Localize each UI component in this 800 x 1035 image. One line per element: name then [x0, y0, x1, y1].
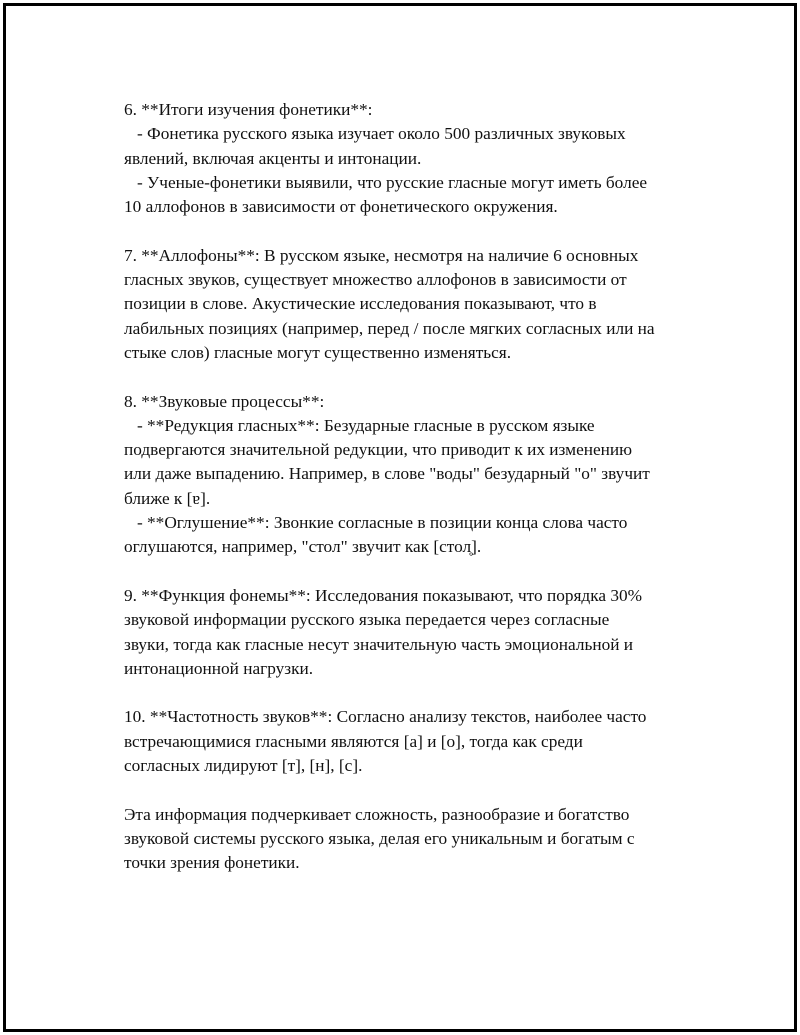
text-line: явлений, включая акценты и интонации. [124, 148, 422, 168]
page-frame [3, 3, 797, 1032]
text-line: 7. **Аллофоны**: В русском языке, несмотря на наличие 6 основных [124, 245, 639, 265]
text-line: 10 аллофонов в зависимости от фонетического окружения. [124, 197, 558, 217]
text-line: ближе к [ɐ]. [124, 488, 211, 508]
text-line: - Ученые-фонетики выявили, что русские гласные могут иметь более [124, 172, 648, 192]
text-line: звуковой системы русского языка, делая его уникальным и богатым с [124, 828, 635, 848]
text-line: 8. **Звуковые процессы**: [124, 391, 325, 411]
section-10-sound-frequency [124, 705, 704, 778]
text-line: согласных лидируют [т], [н], [с]. [124, 756, 363, 776]
section-9-phoneme-function [124, 584, 704, 681]
section-8-sound-processes [124, 390, 704, 560]
conclusion-paragraph [124, 803, 704, 876]
text-line: интонационной нагрузки. [124, 658, 314, 678]
text-line: звуки, тогда как гласные несут значительную часть эмоциональной и [124, 634, 634, 654]
text-line: - **Редукция гласных**: Безударные гласные в русском языке [124, 415, 595, 435]
text-line: лабильных позициях (например, перед / после мягких согласных или на [124, 318, 655, 338]
section-7-allophones [124, 244, 704, 365]
text-line: подвергаются значительной редукции, что приводит к их изменению [124, 440, 633, 460]
text-line: позиции в слове. Акустические исследования показывают, что в [124, 294, 597, 314]
text-line: 10. **Частотность звуков**: Согласно анализу текстов, наиболее часто [124, 707, 647, 727]
text-line: стыке слов) гласные могут существенно изменяться. [124, 342, 512, 362]
text-line: - **Оглушение**: Звонкие согласные в позиции конца слова часто [124, 513, 628, 533]
document-body [124, 98, 704, 900]
text-line: встречающимися гласными являются [а] и [о], тогда как среди [124, 731, 583, 751]
text-line: точки зрения фонетики. [124, 853, 300, 873]
text-line: 6. **Итоги изучения фонетики**: [124, 100, 373, 119]
text-line: - Фонетика русского языка изучает около 500 различных звуковых [124, 124, 626, 144]
text-line: гласных звуков, существует множество аллофонов в зависимости от [124, 270, 627, 290]
section-6-phonetics-summary [124, 98, 704, 219]
text-line: Эта информация подчеркивает сложность, разнообразие и богатство [124, 804, 630, 824]
text-line: оглушаются, например, "стол" звучит как [стол̥]. [124, 537, 482, 557]
text-line: звуковой информации русского языка передается через согласные [124, 610, 610, 630]
text-line: 9. **Функция фонемы**: Исследования показывают, что порядка 30% [124, 585, 643, 605]
text-line: или даже выпадению. Например, в слове "воды" безударный "о" звучит [124, 464, 650, 484]
